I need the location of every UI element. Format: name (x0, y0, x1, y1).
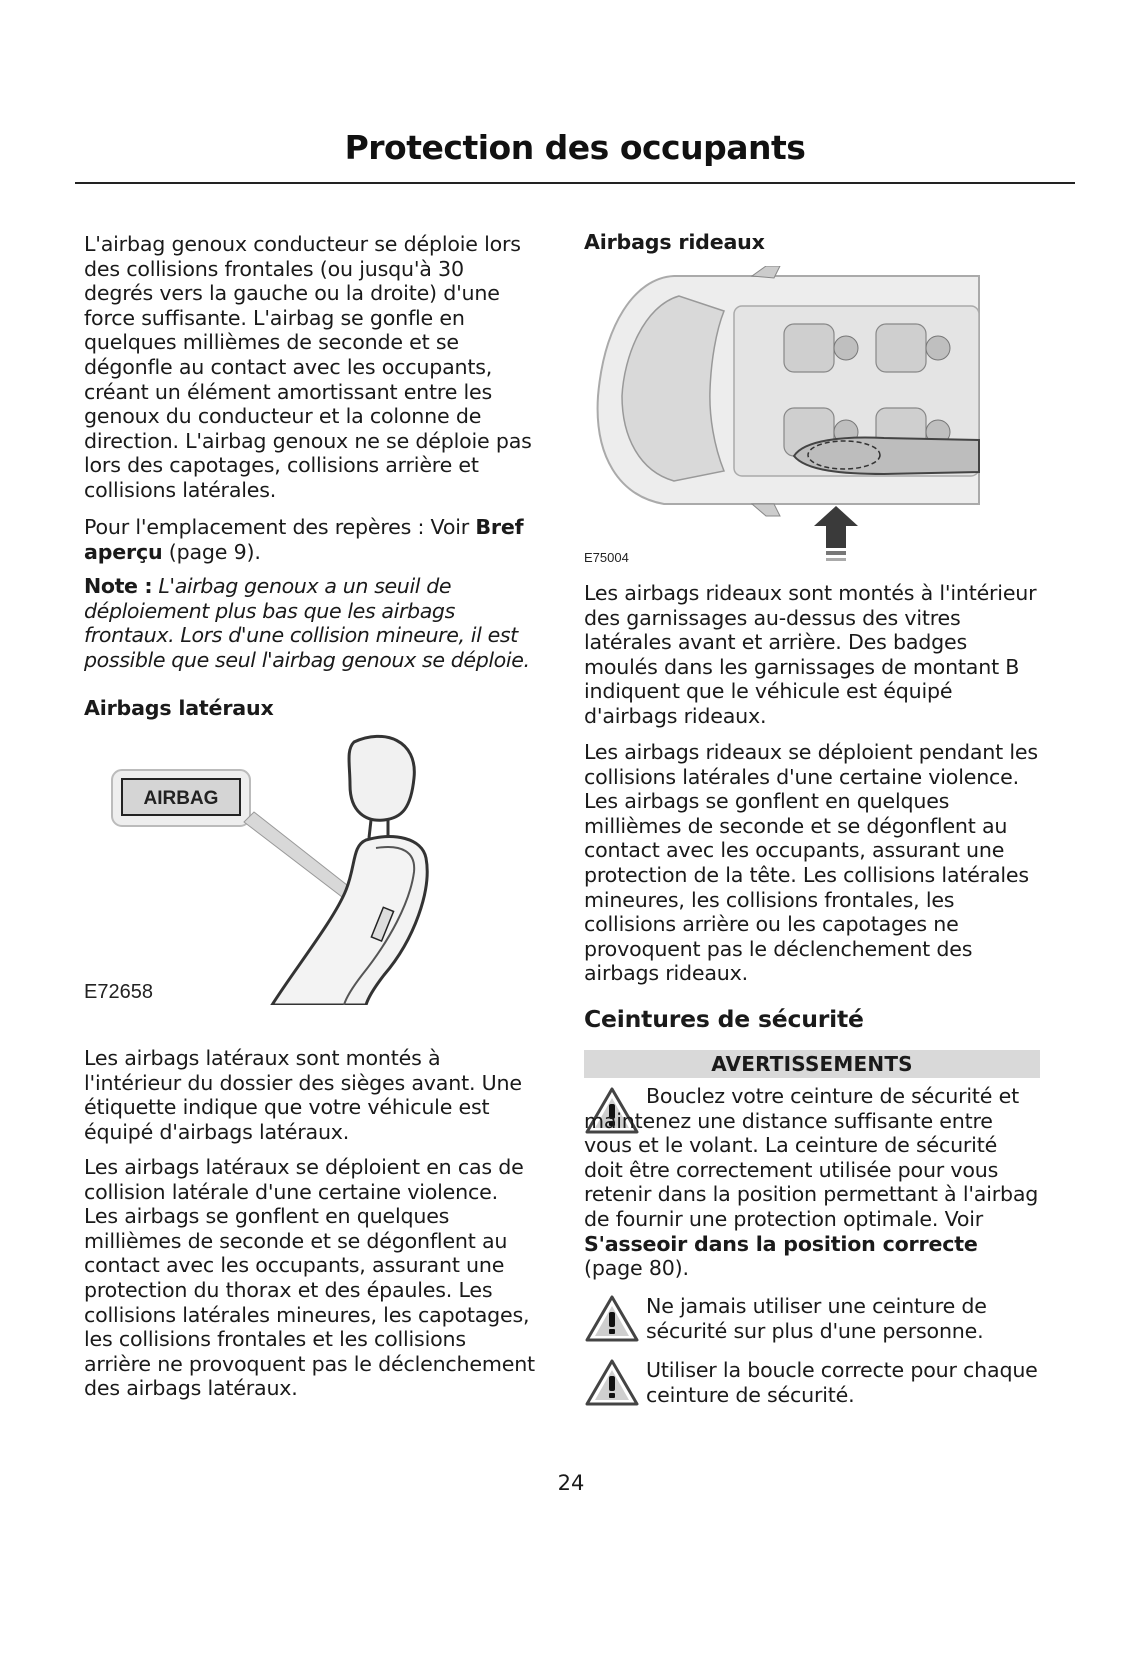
curtain-airbags-paragraph-2: Les airbags rideaux se déploient pendant les collisions latérales d'une certaine violence. Les airbags se gonflent en quelques millièmes de seconde et se dégonflent au contact avec les occupants, assurant une protection de la tête. Les collisions latérales mineures, les collisions frontales, les collisions arrière ou les capotages ne provoquent pas le déclenchement des airbags rideaux. (584, 740, 1038, 986)
heading-lateral-airbags: Airbags latéraux (84, 696, 274, 720)
knee-airbag-paragraph: L'airbag genoux conducteur se déploie lors des collisions frontales (ou jusqu'à 30 degrés vers la gauche ou la droite) d'une force suffisante. L'airbag se gonfle en quelques millièmes de seconde et se dégonfle au contact avec les occupants, créant un élément amortissant entre les genoux du conducteur et la colonne de direction. L'airbag genoux ne se déploie pas lors des capotages, collisions arrière et collisions latérales. (84, 232, 532, 502)
warning-1-post: (page 80). (584, 1256, 689, 1281)
arrow-bar-2 (826, 558, 846, 561)
note-text: L'airbag genoux a un seuil de déploiement plus bas que les airbags frontaux. Lors d'une collision mineure, il est possible que seul l'airbag genoux se déploie. (84, 574, 530, 672)
warning-triangle-icon (584, 1294, 640, 1344)
curtain-airbags-paragraph-1: Les airbags rideaux sont montés à l'intérieur des garnissages au-dessus des vitres latérales avant et arrière. Des badges moulés dans les garnissages de montant B indiquent que le véhicule est équipé d'airbags rideaux. (584, 581, 1037, 728)
curtain-airbag (794, 438, 979, 474)
reference-pre: Pour l'emplacement des repères : Voir (84, 515, 476, 539)
car-figure-code: E75004 (584, 550, 629, 565)
reference-paragraph (84, 515, 538, 564)
heading-curtain-airbags: Airbags rideaux (584, 230, 765, 254)
note-paragraph (84, 574, 538, 672)
lateral-airbags-paragraph-2: Les airbags latéraux se déploient en cas de collision latérale d'une certaine violence. Les airbags se gonflent en quelques millièmes de seconde et se dégonflent au contact avec les occupants, assurant une protection du thorax et des épaules. Les collisions latérales mineures, les capotages, les collisions frontales et les collisions arrière ne provoquent pas le déclenchement des airbags latéraux. (84, 1155, 535, 1401)
heading-seat-belts: Ceintures de sécurité (584, 1005, 864, 1033)
seat-airbag-figure (84, 730, 464, 1005)
warning-2-paragraph: Ne jamais utiliser une ceinture de sécurité sur plus d'une personne. (646, 1294, 987, 1343)
reference-post: (page 9). (162, 539, 261, 564)
lateral-airbags-paragraph-1: Les airbags latéraux sont montés à l'intérieur du dossier des sièges avant. Une étiquette indique que votre véhicule est équipé d'airbags latéraux. (84, 1046, 522, 1144)
headrest (349, 736, 414, 820)
warnings-title: AVERTISSEMENTS (584, 1050, 1040, 1078)
page-number: 24 (557, 1471, 585, 1495)
page-title: Protection des occupants (344, 128, 806, 167)
headrest-post-left (369, 820, 371, 838)
warning-1-paragraph (584, 1084, 1040, 1281)
arrow-bar-1 (826, 551, 846, 555)
warning-triangle-icon (584, 1358, 640, 1408)
up-arrow-icon (814, 506, 858, 548)
warning-3-paragraph: Utiliser la boucle correcte pour chaque ceinture de sécurité. (646, 1358, 1038, 1407)
note-label: Note : (84, 574, 153, 598)
seat-figure-code: E72658 (84, 981, 153, 1003)
warning-1-text: Bouclez votre ceinture de sécurité et maintenez une distance suffisante entre vous et le volant. La ceinture de sécurité doit être correctement utilisée pour vous retenir dans la position permettant à l'airbag de fournir une protection optimale. Voir (584, 1084, 1039, 1231)
airbag-label-text: AIRBAG (143, 788, 219, 809)
reference-link[interactable]: Bref aperçu (84, 515, 524, 564)
car-curtain-airbag-figure (584, 266, 1004, 566)
warning-1-link[interactable]: S'asseoir dans la position correcte (584, 1231, 978, 1256)
mirror-bottom (752, 504, 780, 516)
title-rule (75, 182, 1075, 184)
